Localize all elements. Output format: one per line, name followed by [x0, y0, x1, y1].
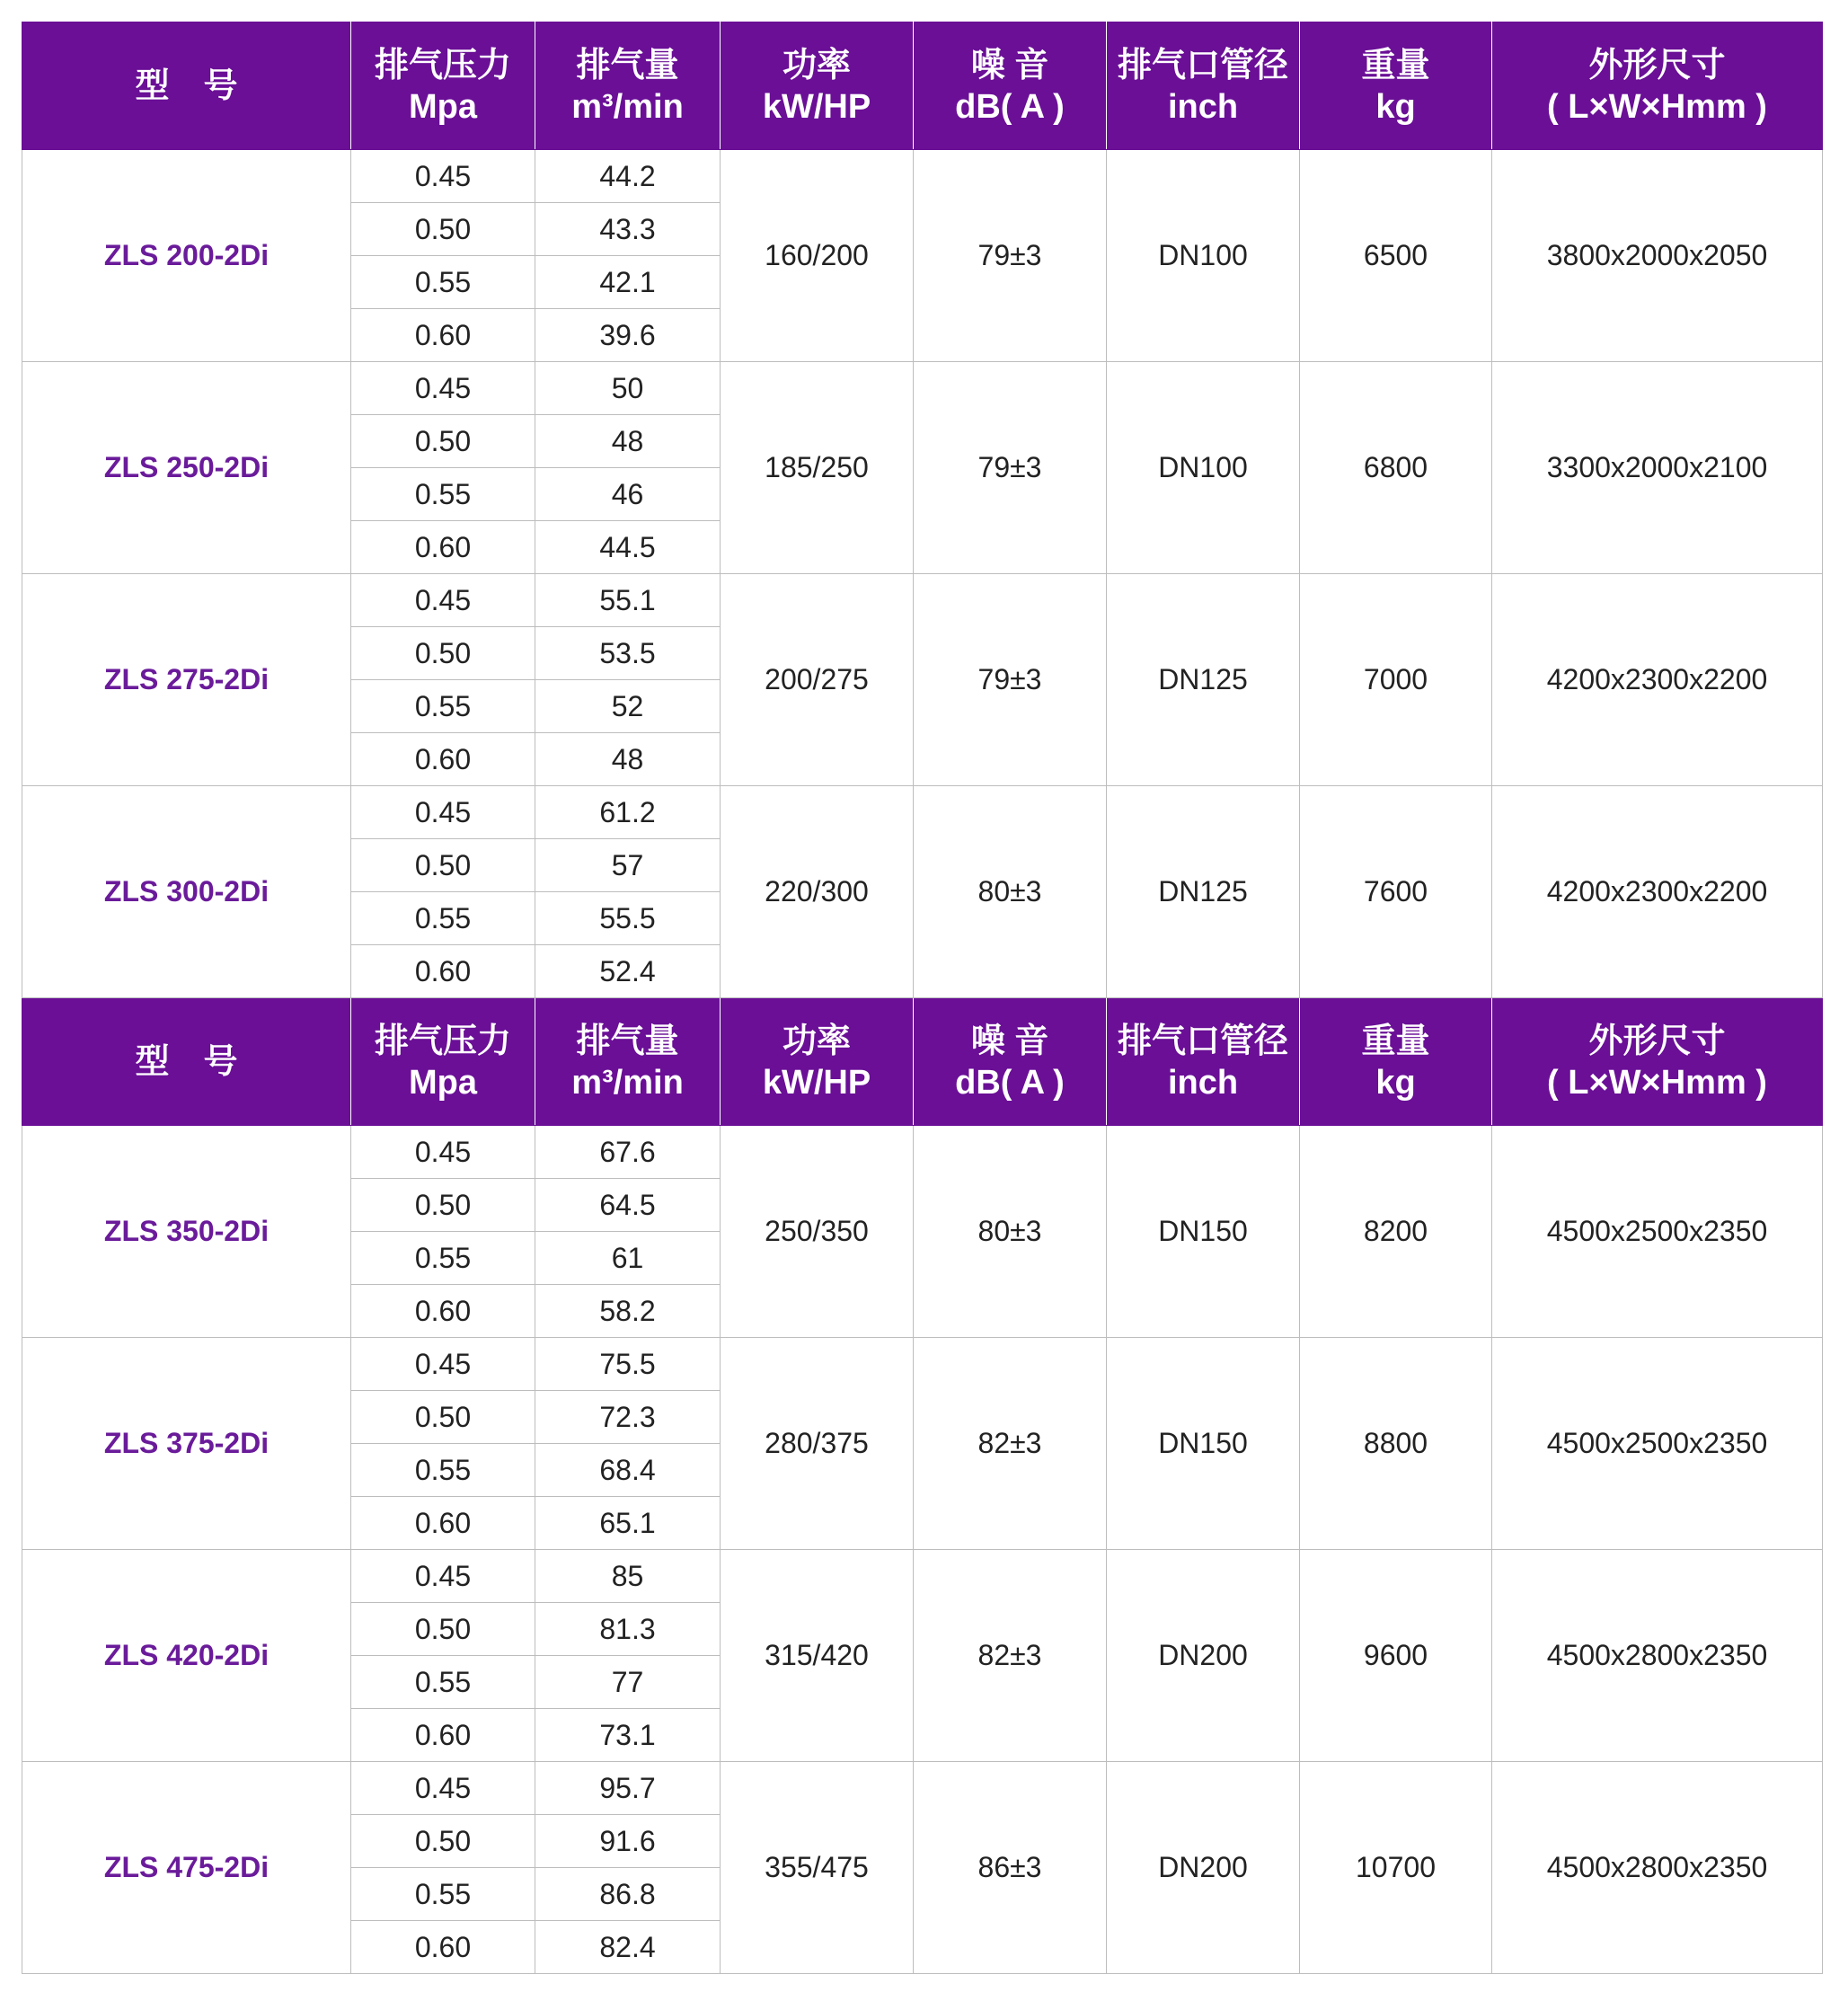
header-weight-line: kg [1375, 87, 1416, 126]
model-name-cell: ZLS 300-2Di [22, 786, 351, 998]
pressure-cell: 0.60 [351, 945, 535, 998]
header-flow [535, 22, 721, 150]
flow-cell: 55.1 [535, 574, 721, 627]
header-pressure-line: Mpa [409, 87, 477, 126]
header-flow-line: m³/min [571, 1063, 684, 1102]
header-weight-line: 重量 [1361, 1022, 1430, 1060]
header-power [721, 22, 914, 150]
pressure-cell: 0.60 [351, 1709, 535, 1762]
dimensions-cell: 4200x2300x2200 [1492, 786, 1823, 998]
pressure-cell: 0.45 [351, 1126, 535, 1179]
outlet-cell: DN150 [1107, 1338, 1300, 1550]
weight-cell: 9600 [1300, 1550, 1492, 1762]
header-outlet-line: inch [1167, 87, 1239, 126]
table-row [22, 362, 1823, 415]
header-outlet [1107, 22, 1300, 150]
pressure-cell: 0.50 [351, 1391, 535, 1444]
header-noise-line: 噪 音 [970, 1022, 1049, 1060]
flow-cell: 81.3 [535, 1603, 721, 1656]
header-dimensions-line: 外形尺寸 [1588, 1022, 1726, 1060]
model-name-cell: ZLS 200-2Di [22, 150, 351, 362]
header-power-line: kW/HP [762, 1063, 871, 1102]
header-noise-line: dB( A ) [955, 87, 1065, 126]
noise-cell: 79±3 [914, 362, 1107, 574]
power-cell: 200/275 [721, 574, 914, 786]
header-model [22, 22, 351, 150]
pressure-cell: 0.55 [351, 256, 535, 309]
pressure-cell: 0.50 [351, 1179, 535, 1232]
dimensions-cell: 4500x2800x2350 [1492, 1550, 1823, 1762]
model-name-cell: ZLS 275-2Di [22, 574, 351, 786]
model-name-cell: ZLS 375-2Di [22, 1338, 351, 1550]
flow-cell: 48 [535, 733, 721, 786]
pressure-cell: 0.55 [351, 1232, 535, 1285]
dimensions-cell: 3800x2000x2050 [1492, 150, 1823, 362]
header-noise [914, 22, 1107, 150]
pressure-cell: 0.60 [351, 1285, 535, 1338]
flow-cell: 52 [535, 680, 721, 733]
outlet-cell: DN150 [1107, 1126, 1300, 1338]
header-weight [1300, 998, 1492, 1126]
flow-cell: 77 [535, 1656, 721, 1709]
header-pressure [351, 22, 535, 150]
header-pressure-line: 排气压力 [374, 1022, 511, 1060]
pressure-cell: 0.50 [351, 415, 535, 468]
table-row [22, 150, 1823, 203]
pressure-cell: 0.60 [351, 309, 535, 362]
weight-cell: 8200 [1300, 1126, 1492, 1338]
flow-cell: 85 [535, 1550, 721, 1603]
flow-cell: 44.5 [535, 521, 721, 574]
header-row [22, 22, 1823, 150]
pressure-cell: 0.45 [351, 362, 535, 415]
noise-cell: 86±3 [914, 1762, 1107, 1974]
flow-cell: 55.5 [535, 892, 721, 945]
pressure-cell: 0.60 [351, 733, 535, 786]
flow-cell: 64.5 [535, 1179, 721, 1232]
pressure-cell: 0.45 [351, 150, 535, 203]
power-cell: 185/250 [721, 362, 914, 574]
pressure-cell: 0.60 [351, 521, 535, 574]
flow-cell: 86.8 [535, 1868, 721, 1921]
spec-table [22, 22, 1823, 1974]
pressure-cell: 0.50 [351, 839, 535, 892]
noise-cell: 80±3 [914, 1126, 1107, 1338]
pressure-cell: 0.50 [351, 1603, 535, 1656]
weight-cell: 7000 [1300, 574, 1492, 786]
power-cell: 315/420 [721, 1550, 914, 1762]
header-model [22, 998, 351, 1126]
flow-cell: 42.1 [535, 256, 721, 309]
weight-cell: 10700 [1300, 1762, 1492, 1974]
flow-cell: 95.7 [535, 1762, 721, 1815]
noise-cell: 82±3 [914, 1550, 1107, 1762]
flow-cell: 43.3 [535, 203, 721, 256]
header-weight-line: kg [1375, 1063, 1416, 1102]
header-row [22, 998, 1823, 1126]
flow-cell: 82.4 [535, 1921, 721, 1974]
pressure-cell: 0.55 [351, 468, 535, 521]
model-name-cell: ZLS 250-2Di [22, 362, 351, 574]
header-outlet-line: 排气口管径 [1117, 1022, 1288, 1060]
pressure-cell: 0.50 [351, 1815, 535, 1868]
pressure-cell: 0.50 [351, 627, 535, 680]
header-dimensions [1492, 22, 1823, 150]
header-flow-line: m³/min [571, 87, 684, 126]
flow-cell: 65.1 [535, 1497, 721, 1550]
pressure-cell: 0.55 [351, 1868, 535, 1921]
header-power-line: 功率 [782, 1022, 851, 1060]
header-outlet [1107, 998, 1300, 1126]
header-model-label: 型 号 [135, 66, 238, 105]
flow-cell: 73.1 [535, 1709, 721, 1762]
header-noise-line: 噪 音 [970, 46, 1049, 84]
pressure-cell: 0.45 [351, 1550, 535, 1603]
pressure-cell: 0.55 [351, 892, 535, 945]
header-dimensions-line: 外形尺寸 [1588, 46, 1726, 84]
weight-cell: 8800 [1300, 1338, 1492, 1550]
flow-cell: 72.3 [535, 1391, 721, 1444]
dimensions-cell: 4200x2300x2200 [1492, 574, 1823, 786]
flow-cell: 91.6 [535, 1815, 721, 1868]
flow-cell: 53.5 [535, 627, 721, 680]
header-weight [1300, 22, 1492, 150]
header-pressure-line: Mpa [409, 1063, 477, 1102]
header-pressure-line: 排气压力 [374, 46, 511, 84]
pressure-cell: 0.45 [351, 1762, 535, 1815]
dimensions-cell: 3300x2000x2100 [1492, 362, 1823, 574]
power-cell: 220/300 [721, 786, 914, 998]
dimensions-cell: 4500x2800x2350 [1492, 1762, 1823, 1974]
header-dimensions-line: ( L×W×Hmm ) [1547, 87, 1767, 126]
header-power-line: kW/HP [762, 87, 871, 126]
header-pressure [351, 998, 535, 1126]
pressure-cell: 0.45 [351, 1338, 535, 1391]
header-power-line: 功率 [782, 46, 851, 84]
header-outlet-line: inch [1167, 1063, 1239, 1102]
noise-cell: 80±3 [914, 786, 1107, 998]
outlet-cell: DN200 [1107, 1550, 1300, 1762]
header-model-label: 型 号 [135, 1042, 238, 1081]
table-row [22, 1338, 1823, 1391]
dimensions-cell: 4500x2500x2350 [1492, 1338, 1823, 1550]
flow-cell: 44.2 [535, 150, 721, 203]
model-name-cell: ZLS 350-2Di [22, 1126, 351, 1338]
pressure-cell: 0.50 [351, 203, 535, 256]
weight-cell: 6500 [1300, 150, 1492, 362]
flow-cell: 58.2 [535, 1285, 721, 1338]
header-noise [914, 998, 1107, 1126]
outlet-cell: DN125 [1107, 786, 1300, 998]
outlet-cell: DN100 [1107, 362, 1300, 574]
pressure-cell: 0.55 [351, 680, 535, 733]
flow-cell: 67.6 [535, 1126, 721, 1179]
header-dimensions [1492, 998, 1823, 1126]
table-row [22, 574, 1823, 627]
power-cell: 355/475 [721, 1762, 914, 1974]
table-row [22, 1550, 1823, 1603]
table-body [22, 22, 1823, 1974]
table-row [22, 1762, 1823, 1815]
header-flow [535, 998, 721, 1126]
flow-cell: 61.2 [535, 786, 721, 839]
flow-cell: 75.5 [535, 1338, 721, 1391]
noise-cell: 79±3 [914, 150, 1107, 362]
noise-cell: 82±3 [914, 1338, 1107, 1550]
pressure-cell: 0.55 [351, 1444, 535, 1497]
pressure-cell: 0.60 [351, 1497, 535, 1550]
pressure-cell: 0.60 [351, 1921, 535, 1974]
flow-cell: 68.4 [535, 1444, 721, 1497]
weight-cell: 7600 [1300, 786, 1492, 998]
dimensions-cell: 4500x2500x2350 [1492, 1126, 1823, 1338]
flow-cell: 52.4 [535, 945, 721, 998]
flow-cell: 46 [535, 468, 721, 521]
pressure-cell: 0.55 [351, 1656, 535, 1709]
header-power [721, 998, 914, 1126]
flow-cell: 57 [535, 839, 721, 892]
flow-cell: 61 [535, 1232, 721, 1285]
header-weight-line: 重量 [1361, 46, 1430, 84]
power-cell: 250/350 [721, 1126, 914, 1338]
header-noise-line: dB( A ) [955, 1063, 1065, 1102]
outlet-cell: DN125 [1107, 574, 1300, 786]
outlet-cell: DN200 [1107, 1762, 1300, 1974]
header-flow-line: 排气量 [576, 46, 679, 84]
table-row [22, 1126, 1823, 1179]
flow-cell: 50 [535, 362, 721, 415]
header-flow-line: 排气量 [576, 1022, 679, 1060]
outlet-cell: DN100 [1107, 150, 1300, 362]
header-outlet-line: 排气口管径 [1117, 46, 1288, 84]
table-row [22, 786, 1823, 839]
flow-cell: 39.6 [535, 309, 721, 362]
pressure-cell: 0.45 [351, 786, 535, 839]
flow-cell: 48 [535, 415, 721, 468]
model-name-cell: ZLS 475-2Di [22, 1762, 351, 1974]
pressure-cell: 0.45 [351, 574, 535, 627]
power-cell: 280/375 [721, 1338, 914, 1550]
noise-cell: 79±3 [914, 574, 1107, 786]
weight-cell: 6800 [1300, 362, 1492, 574]
model-name-cell: ZLS 420-2Di [22, 1550, 351, 1762]
header-dimensions-line: ( L×W×Hmm ) [1547, 1063, 1767, 1102]
power-cell: 160/200 [721, 150, 914, 362]
